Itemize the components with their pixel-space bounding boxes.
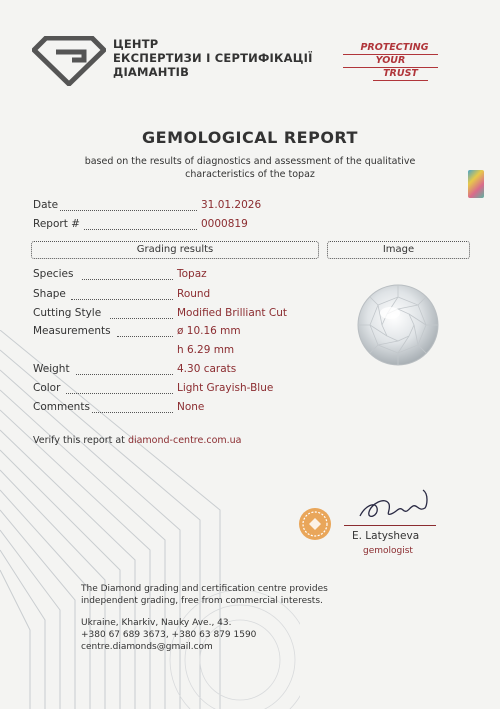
dot-leader xyxy=(84,229,197,230)
organization-name xyxy=(113,37,313,79)
comments-value: None xyxy=(177,401,205,413)
footer-line1: The Diamond grading and certification centre provides xyxy=(81,584,328,594)
hologram-seal-icon xyxy=(298,507,332,541)
date-label: Date xyxy=(33,199,59,211)
color-label: Color xyxy=(33,382,61,394)
slogan-line2: YOUR xyxy=(343,55,438,68)
subtitle-line2: characteristics of the topaz xyxy=(185,169,315,180)
cutting-style-label: Cutting Style xyxy=(33,307,102,319)
org-name-line2: ЕКСПЕРТИЗИ І СЕРТИФІКАЦІЇ xyxy=(113,51,313,65)
measurements-height-value: h 6.29 mm xyxy=(177,344,235,356)
dot-leader xyxy=(76,374,173,375)
hologram-sticker xyxy=(468,170,484,198)
weight-label: Weight xyxy=(33,363,70,375)
shape-value: Round xyxy=(177,288,211,300)
footer-description xyxy=(81,583,328,607)
measurements-label: Measurements xyxy=(33,325,111,337)
dot-leader xyxy=(110,318,173,319)
diamond-logo-icon xyxy=(32,36,106,86)
date-value: 31.01.2026 xyxy=(201,199,262,211)
verify-link[interactable]: diamond-centre.com.ua xyxy=(127,435,242,446)
signature-icon xyxy=(355,486,435,526)
footer-contacts xyxy=(81,617,256,653)
footer-line2: independent grading, free from commercial interests. xyxy=(81,596,323,606)
species-value: Topaz xyxy=(177,268,207,280)
dot-leader xyxy=(82,279,173,280)
report-title: GEMOLOGICAL REPORT xyxy=(142,128,358,147)
signature-line xyxy=(344,525,436,526)
weight-value: 4.30 carats xyxy=(177,363,237,375)
shape-label: Shape xyxy=(33,288,66,300)
footer-email[interactable]: centre.diamonds@gmail.com xyxy=(81,642,213,652)
dot-leader xyxy=(66,393,173,394)
report-number-label: Report # xyxy=(33,218,80,230)
verify-prefix: Verify this report at xyxy=(33,435,128,446)
footer-address: Ukraine, Kharkiv, Nauky Ave., 43. xyxy=(81,618,232,628)
org-name-line3: ДІАМАНТІВ xyxy=(113,65,190,79)
grading-results-header: Grading results xyxy=(31,241,319,259)
measurements-diameter-value: ø 10.16 mm xyxy=(177,325,241,337)
signatory-name: E. Latysheva xyxy=(352,530,420,542)
color-value: Light Grayish-Blue xyxy=(177,382,274,394)
slogan xyxy=(343,42,438,81)
slogan-line3: TRUST xyxy=(373,68,428,81)
report-number-value: 0000819 xyxy=(201,218,248,230)
org-name-line1: ЦЕНТР xyxy=(113,37,159,51)
species-label: Species xyxy=(33,268,74,280)
comments-label: Comments xyxy=(33,401,90,413)
verify-text xyxy=(33,435,242,446)
dot-leader xyxy=(60,210,197,211)
dot-leader xyxy=(71,299,173,300)
signatory-role: gemologist xyxy=(363,546,413,556)
topaz-gem-image xyxy=(356,283,440,367)
dot-leader xyxy=(117,336,173,337)
slogan-line1: PROTECTING xyxy=(343,42,438,55)
report-subtitle xyxy=(40,155,460,181)
image-header: Image xyxy=(327,241,470,259)
subtitle-line1: based on the results of diagnostics and assessment of the qualitative xyxy=(84,156,416,167)
cutting-style-value: Modified Brilliant Cut xyxy=(177,307,287,319)
footer-phones: +380 67 689 3673, +380 63 879 1590 xyxy=(81,630,257,640)
dot-leader xyxy=(92,412,173,413)
